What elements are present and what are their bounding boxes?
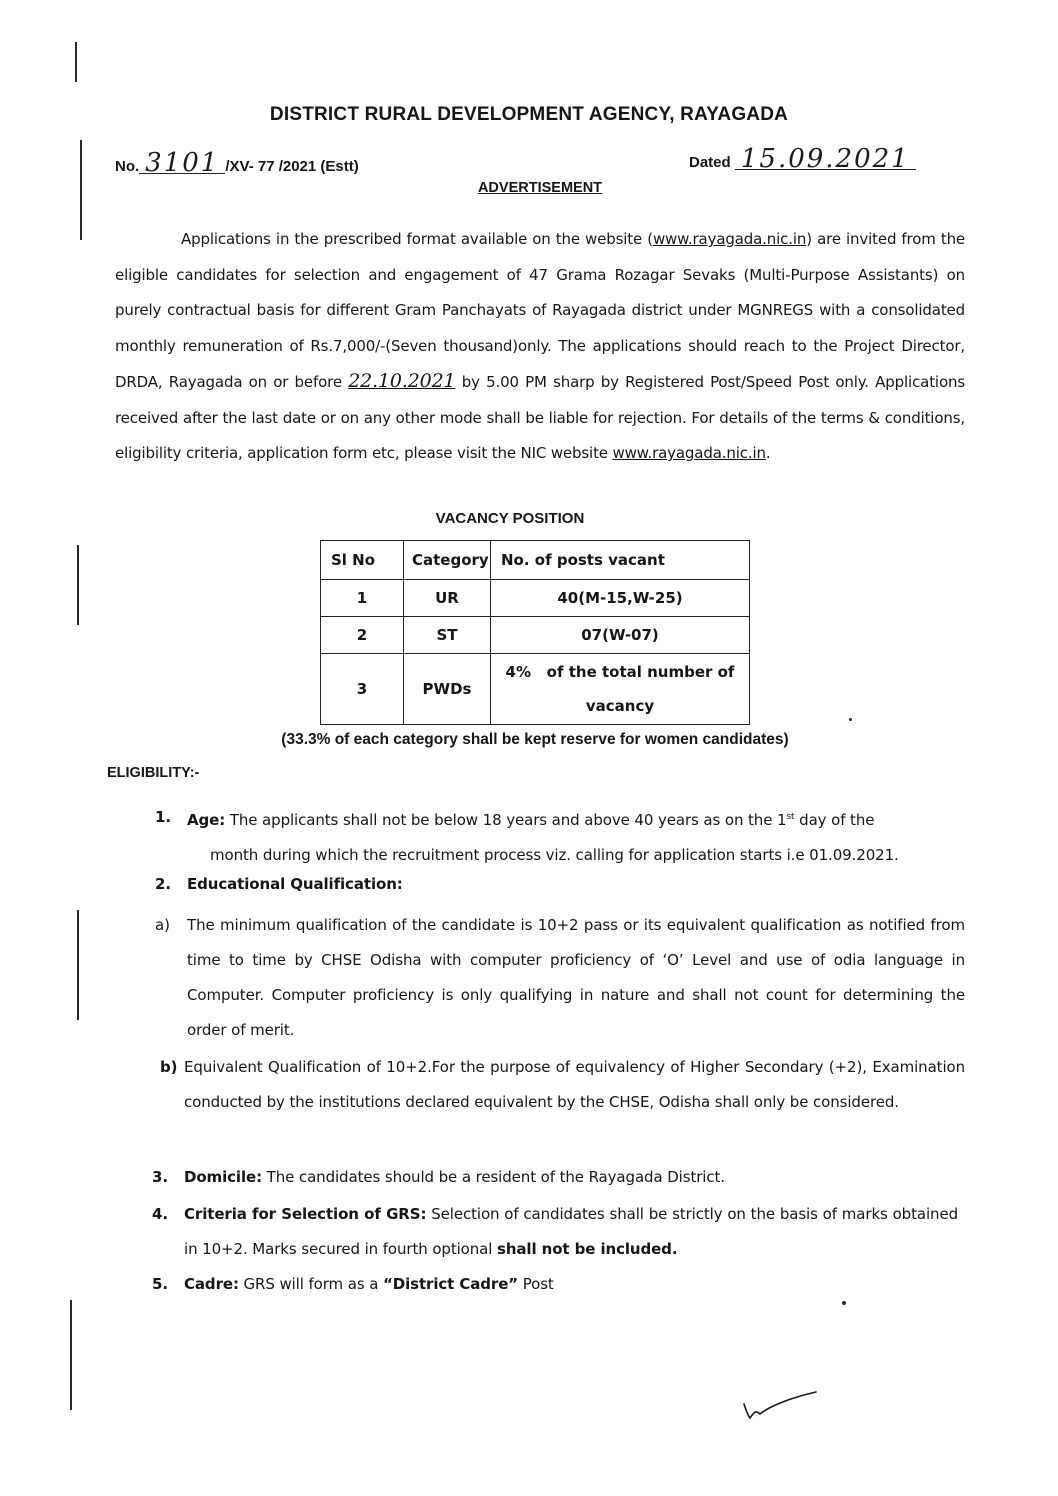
cadre-text: GRS will form as a	[238, 1275, 383, 1293]
eligibility-item-domicile	[152, 1160, 962, 1195]
eligibility-item-education-a	[155, 908, 965, 1048]
cell-posts-line1: 4% of the total number of	[505, 663, 735, 681]
item-letter: b)	[160, 1058, 178, 1076]
para-text-1: Applications in the prescribed format available on the website (	[181, 230, 653, 248]
domicile-text: The candidates should be a resident of the Rayagada District.	[261, 1168, 725, 1186]
table-header-row	[321, 541, 750, 580]
scan-mark	[849, 718, 852, 721]
reference-date	[689, 144, 916, 174]
para-text-3: by 5.00 PM sharp by Registered Post/Speed Post only. Applications received after the last date or on any other mode shall be liable for rejection. For details of the terms & conditions, eligibility criteria, application form etc, please visit the NIC website	[115, 373, 965, 462]
eligibility-item-education-b	[160, 1050, 965, 1120]
para-text-4: .	[765, 444, 771, 462]
cell-category: PWDs	[404, 654, 491, 725]
eligibility-item-education	[155, 867, 965, 902]
col-header-sl: Sl No	[321, 541, 404, 580]
age-superscript: st	[786, 812, 795, 822]
cell-sl: 2	[321, 617, 404, 654]
vacancy-title: VACANCY POSITION	[435, 510, 585, 527]
eligibility-item-criteria	[152, 1197, 958, 1267]
criteria-label: Criteria for Selection of GRS:	[184, 1205, 427, 1223]
para-text-2: ) are invited from the eligible candidates for selection and engagement of 47 Grama Rozagar Sevaks (Multi-Purpose Assistants) on purely contractual basis for different Gram Panchayats of Rayagada district under MGNREGS with a consolidated monthly remuneration of Rs.7,000/-(Seven thousand)only. The applications should reach to the Project Director, DRDA, Rayagada on or before	[115, 230, 966, 391]
table-row	[321, 580, 750, 617]
age-text-a: The applicants shall not be below 18 years and above 40 years as on the 1	[225, 811, 787, 829]
item-number: 5.	[152, 1275, 168, 1293]
advertisement-heading: ADVERTISEMENT	[477, 180, 603, 196]
cell-sl: 3	[321, 654, 404, 725]
website-link[interactable]: www.rayagada.nic.in	[652, 230, 807, 248]
cadre-bold: “District Cadre”	[382, 1275, 519, 1293]
criteria-bold-end: shall not be included.	[497, 1240, 678, 1258]
domicile-line	[152, 1160, 962, 1195]
education-label: Educational Qualification:	[187, 875, 403, 893]
advertisement-paragraph	[115, 222, 965, 472]
cell-posts: 40(M-15,W-25)	[491, 580, 750, 617]
eligibility-item-age	[155, 800, 965, 873]
vacancy-table	[320, 540, 750, 725]
scan-mark	[70, 1300, 72, 1410]
col-header-category: Category	[404, 541, 491, 580]
item-number: 2.	[155, 875, 171, 893]
last-date-handwritten: 22.10.2021	[348, 370, 456, 392]
age-text-c: month during which the recruitment process viz. calling for application starts i.e 01.09.2021.	[210, 846, 899, 864]
cadre-line	[152, 1267, 962, 1302]
date-handwritten: 15.09.2021	[735, 149, 916, 170]
cell-category: UR	[404, 580, 491, 617]
cadre-text-end: Post	[518, 1275, 554, 1293]
item-number: 4.	[152, 1205, 168, 1223]
age-text-b: day of the	[794, 811, 875, 829]
reservation-note: (33.3% of each category shall be kept reserve for women candidates)	[281, 731, 789, 748]
scan-mark	[77, 910, 79, 1020]
cell-posts	[491, 654, 750, 725]
education-a-text: The minimum qualification of the candidate is 10+2 pass or its equivalent qualification as notified from time to time by CHSE Odisha with computer proficiency of ‘O’ Level and use of odia language in Computer. Computer proficiency is only qualifying in nature and shall not count for determining the order of merit.	[187, 916, 965, 1039]
item-number: 1.	[155, 808, 171, 826]
reference-number	[115, 148, 359, 178]
age-label: Age:	[187, 811, 226, 829]
cell-posts-line2: vacancy	[585, 697, 655, 715]
scan-mark	[75, 42, 77, 82]
scan-mark	[77, 545, 79, 625]
ref-suffix: /XV- 77 /2021 (Estt)	[225, 158, 359, 175]
cell-sl: 1	[321, 580, 404, 617]
item-number: 3.	[152, 1168, 168, 1186]
date-label: Dated	[689, 154, 731, 171]
table-row	[321, 617, 750, 654]
cadre-label: Cadre:	[184, 1275, 239, 1293]
item-letter: a)	[155, 916, 170, 934]
cell-posts: 07(W-07)	[491, 617, 750, 654]
ref-prefix: No.	[115, 158, 140, 175]
signature-mark	[740, 1386, 820, 1426]
reference-line	[115, 143, 935, 177]
col-header-posts: No. of posts vacant	[491, 541, 750, 580]
nic-website-link[interactable]: www.rayagada.nic.in	[612, 444, 766, 462]
page-title: DISTRICT RURAL DEVELOPMENT AGENCY, RAYAGADA	[269, 104, 789, 125]
ref-number-handwritten: 3101	[139, 153, 225, 174]
cell-category: ST	[404, 617, 491, 654]
eligibility-item-cadre	[152, 1267, 962, 1302]
eligibility-heading: ELIGIBILITY:-	[107, 765, 200, 781]
criteria-text-block	[152, 1197, 958, 1267]
education-b-text: Equivalent Qualification of 10+2.For the purpose of equivalency of Higher Secondary (+2), Examination conducted by the institutions declared equivalent by the CHSE, Odisha shall only be considered.	[184, 1058, 965, 1111]
table-row	[321, 654, 750, 725]
age-line-1	[155, 800, 965, 838]
domicile-label: Domicile:	[184, 1168, 262, 1186]
criteria-text: Selection of candidates shall be strictly on the basis of marks obtained in 10+2. Marks secured in fourth optional	[184, 1205, 958, 1258]
